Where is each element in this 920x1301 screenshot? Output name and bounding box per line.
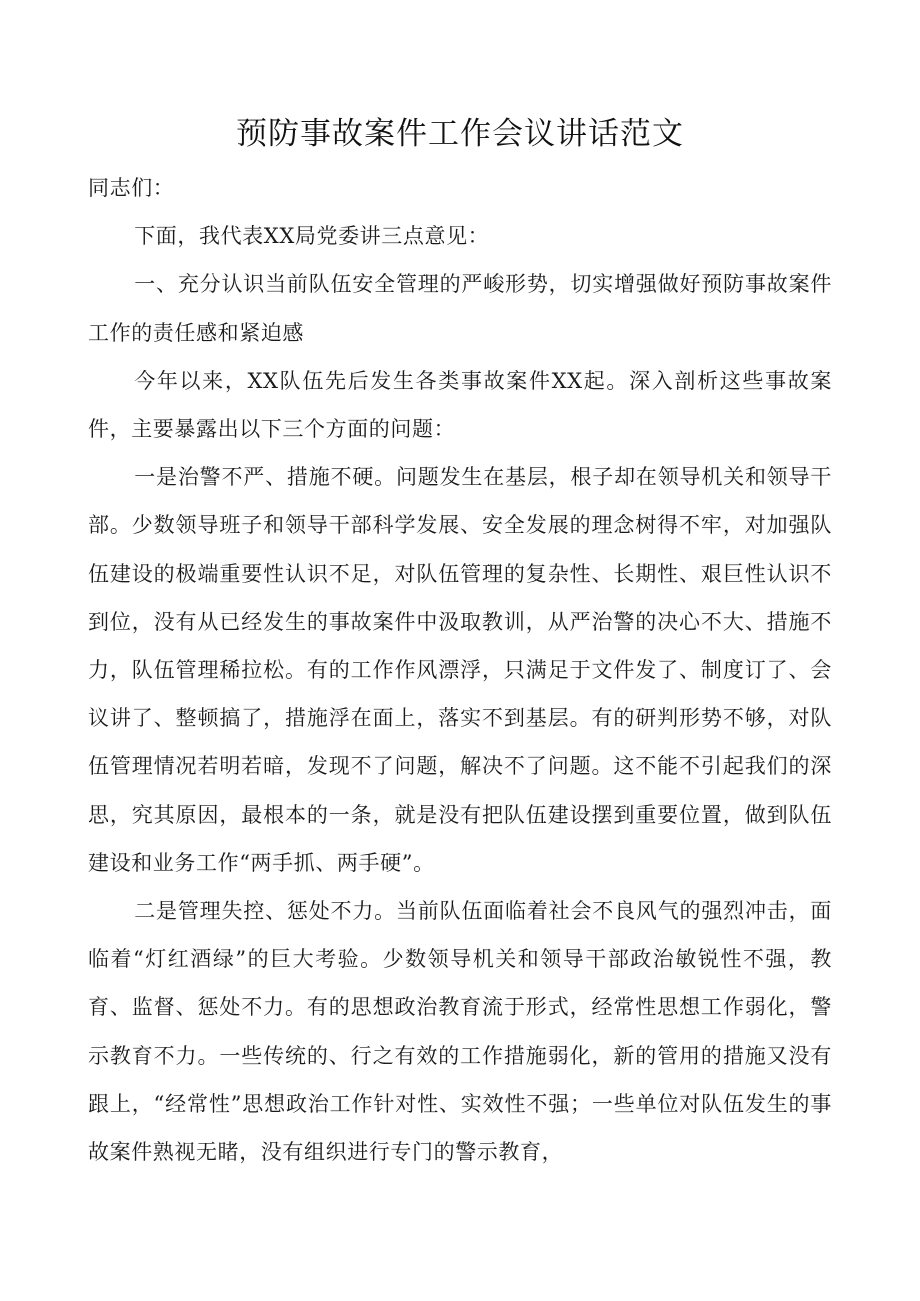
intro-paragraph: 下面，我代表XX局党委讲三点意见： — [134, 224, 490, 249]
salutation: 同志们： — [88, 176, 175, 200]
paragraph-overview: 今年以来，XX队伍先后发生各类事故案件XX起。深入剖析这些事故案件，主要暴露出以下三个方面的问题： — [88, 368, 832, 442]
document-title: 预防事故案件工作会议讲话范文 — [236, 116, 684, 152]
section-heading-1: 一、充分认识当前队伍安全管理的严峻形势，切实增强做好预防事故案件工作的责任感和紧迫感 — [88, 272, 832, 345]
paragraph-problem-1: 一是治警不严、措施不硬。问题发生在基层，根子却在领导机关和领导干部。少数领导班子和领导干部科学发展、安全发展的理念树得不牢，对加强队伍建设的极端重要性认识不足，对队伍管理的复杂性、长期性、艰巨性认识不到位，没有从已经发生的事故案件中汲取教训，从严治警的决心不大、措施不力，队伍管理稀拉松。有的工作作风漂浮，只满足于文件发了、制度订了、会议讲了、整顿搞了，措施浮在面上，落实不到基层。有的研判形势不够，对队伍管理情况若明若暗，发现不了问题，解决不了问题。这不能不引起我们的深思，究其原因，最根本的一条，就是没有把队伍建设摆到重要位置，做到队伍建设和业务工作“两手抓、两手硬”。 — [88, 465, 832, 875]
paragraph-problem-2: 二是管理失控、惩处不力。当前队伍面临着社会不良风气的强烈冲击，面临着“灯红酒绿”的巨大考验。少数领导机关和领导干部政治敏锐性不强，教育、监督、惩处不力。有的思想政治教育流于形式，经常性思想工作弱化，警示教育不力。一些传统的、行之有效的工作措施弱化，新的管用的措施又没有跟上，“经常性”思想政治工作针对性、实效性不强；一些单位对队伍发生的事故案件熟视无睹，没有组织进行专门的警示教育， — [88, 899, 832, 1165]
document-body — [88, 164, 832, 1176]
